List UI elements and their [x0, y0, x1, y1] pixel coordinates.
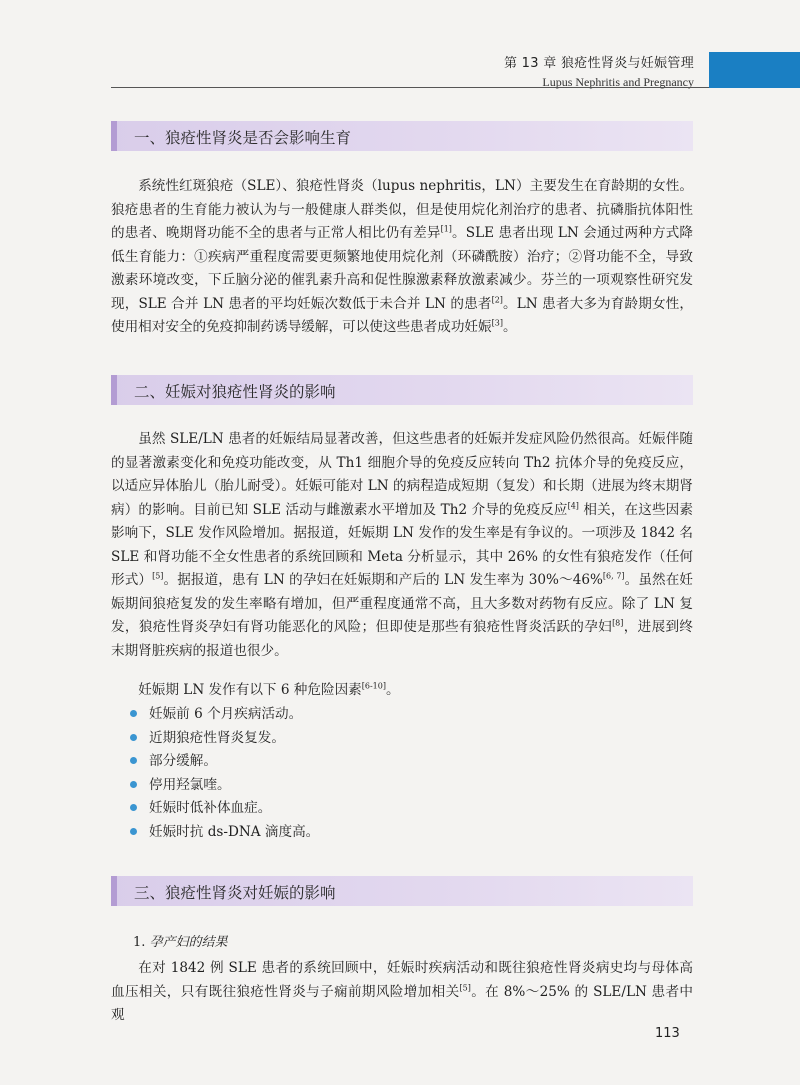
page-number: 113	[655, 1026, 680, 1041]
text-run: ，进展到终末期肾脏疾病的报道也很少。	[111, 619, 693, 659]
text-run: 。虽然在妊娠期间狼疮复发的发生率略有增加，但严重程度通常不高，且大多数对药物有反应。除了 LN 复发，狼疮性肾炎孕妇有肾功能恶化的风险；但即使是那些有狼疮性肾炎活跃的孕妇	[111, 572, 693, 635]
section-accent	[111, 121, 117, 151]
body-paragraph	[111, 679, 693, 703]
section-accent	[111, 375, 117, 405]
citation-ref: [6, 7]	[602, 571, 625, 581]
bullet-icon	[130, 828, 137, 835]
bullet-icon	[130, 710, 137, 717]
bullet-icon	[130, 781, 137, 788]
text-run: 。LN 患者大多为育龄期女性，使用相对安全的免疫抑制药诱导缓解，可以使这些患者成功妊娠	[111, 295, 693, 335]
chapter-title: 第 13 章 狼疮性肾炎与妊娠管理	[503, 56, 694, 71]
bullet-icon	[130, 757, 137, 764]
text-run: 虽然 SLE/LN 患者的妊娠结局显著改善，但这些患者的妊娠并发症风险仍然很高。妊娠伴随的显著激素变化和免疫功能改变，从 Th1 细胞介导的免疫反应转向 Th2 抗体介导的免疫反应，以适应异体胎儿（胎儿耐受）。妊娠可能对 LN 的病程造成短期（复发）和长期（进展为终末期肾病）的影响。目前已知 SLE 活动与雌激素水平增加及 Th2 介导的免疫反应	[111, 431, 693, 518]
text-run: 。	[502, 319, 517, 335]
list-item: 妊娠时抗 ds-DNA 滴度高。	[130, 821, 319, 845]
list-item: 妊娠时低补体血症。	[130, 797, 319, 821]
section-heading-3	[111, 876, 693, 906]
list-item: 近期狼疮性肾炎复发。	[130, 727, 319, 751]
chapter-tab-marker	[709, 52, 800, 88]
citation-ref: [2]	[491, 294, 503, 304]
text-run: 。SLE 患者出现 LN 会通过两种方式降低生育能力：①疾病严重程度需要更频繁地使用烷化剂（环磷酰胺）治疗；②肾功能不全，导致激素环境改变，下丘脑分泌的催乳素升高和促性腺激素释放激素减少。芬兰的一项观察性研究发现，SLE 合并 LN 患者的平均妊娠次数低于未合并 LN 的患者	[111, 225, 693, 312]
bullet-icon	[130, 734, 137, 741]
text-run: 系统性红斑狼疮（SLE）、狼疮性肾炎（lupus nephritis，LN）主要发生在育龄期的女性。狼疮患者的生育能力被认为与一般健康人群类似，但是使用烷化剂治疗的患者、抗磷脂抗体阳性的患者、晚期肾功能不全的患者与正常人相比仍有差异	[111, 178, 693, 241]
section-title: 三、狼疮性肾炎对妊娠的影响	[134, 884, 336, 902]
body-paragraph	[111, 428, 693, 663]
section-accent	[111, 876, 117, 906]
bullet-icon	[130, 804, 137, 811]
citation-ref: [8]	[612, 618, 624, 628]
citation-ref: [1]	[440, 224, 452, 234]
citation-ref: [6-10]	[361, 681, 386, 691]
body-paragraph	[111, 175, 693, 340]
text-run: 妊娠期 LN 发作有以下 6 种危险因素	[138, 682, 362, 698]
text-run: 。据报道，患有 LN 的孕妇在妊娠期和产后的 LN 发生率为 30%～46%	[163, 572, 603, 588]
chapter-subtitle: Lupus Nephritis and Pregnancy	[542, 75, 694, 89]
body-paragraph	[111, 957, 693, 1028]
citation-ref: [4]	[567, 500, 579, 510]
section-heading-2	[111, 375, 693, 405]
text-run: 。	[385, 682, 400, 698]
risk-factor-list	[130, 703, 319, 844]
subsection-number: 1.	[133, 935, 146, 950]
running-header	[504, 52, 694, 90]
list-item: 部分缓解。	[130, 750, 319, 774]
citation-ref: [5]	[152, 571, 164, 581]
list-item: 停用羟氯喹。	[130, 774, 319, 798]
text-run: 相关，在这些因素影响下，SLE 发作风险增加。据报道，妊娠期 LN 发作的发生率是有争议的。一项涉及 1842 名 SLE 和肾功能不全女性患者的系统回顾和 Meta 分析显示，其中 26% 的女性有狼疮发作（任何形式）	[111, 501, 693, 588]
header-rule	[111, 87, 709, 88]
list-item: 妊娠前 6 个月疾病活动。	[130, 703, 319, 727]
subsection-heading	[133, 931, 228, 950]
section-title: 一、狼疮性肾炎是否会影响生育	[134, 129, 352, 147]
section-title: 二、妊娠对狼疮性肾炎的影响	[134, 383, 336, 401]
citation-ref: [3]	[491, 318, 503, 328]
text-run: 在对 1842 例 SLE 患者的系统回顾中，妊娠时疾病活动和既往狼疮性肾炎病史均与母体高血压相关，只有既往狼疮性肾炎与子痫前期风险增加相关	[111, 960, 693, 1000]
text-run: 。在 8%～25% 的 SLE/LN 患者中观	[111, 983, 694, 1023]
citation-ref: [5]	[459, 982, 471, 992]
section-heading-1	[111, 121, 693, 151]
subsection-title: 孕产妇的结果	[149, 935, 228, 950]
